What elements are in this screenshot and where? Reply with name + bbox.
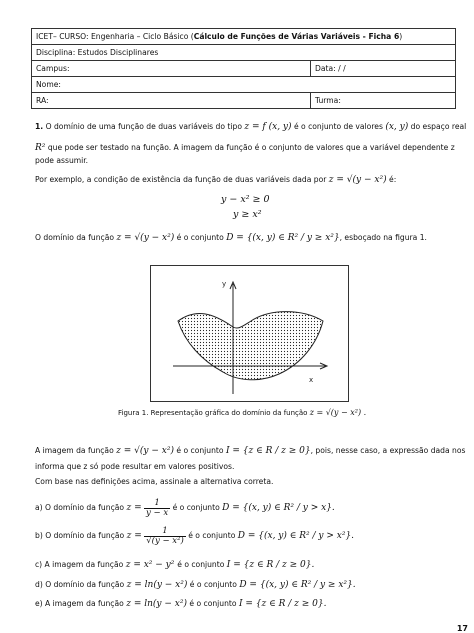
option-b (35, 525, 354, 547)
p5-set: I = {z ∈ R / z ≥ 0} (225, 446, 311, 456)
page-number: 17 (456, 624, 468, 633)
r2-symbol: R² (35, 143, 46, 153)
opt-b-mid: é o conjunto (188, 531, 236, 540)
paragraph-3 (35, 175, 396, 185)
opt-e-text: e) A imagem da função (35, 599, 124, 608)
question-number: 1. (35, 122, 44, 131)
caption-text: Figura 1. Representação gráfica do domínio da função (118, 409, 308, 417)
x-axis-label: x (309, 376, 314, 384)
p1-equation: z = f (x, y) (244, 122, 292, 132)
course-cell (32, 29, 456, 45)
disciplina-cell: Disciplina: Estudos Disciplinares (32, 45, 456, 61)
opt-e-mid: é o conjunto (189, 599, 237, 608)
p1-text-c: do espaço real (410, 122, 467, 131)
campus-field: Campus: (32, 61, 311, 77)
p4-equation: z = √(y − x²) (116, 233, 175, 243)
p4-text-a: O domínio da função (35, 233, 115, 242)
header-form (31, 28, 456, 109)
p4-text-b: é o conjunto (176, 233, 224, 242)
paragraph-2 (35, 143, 455, 153)
course-suffix: ) (399, 32, 403, 41)
option-c (35, 560, 314, 570)
p4-set: D = {(x, y) ∈ R² / y ≥ x²} (226, 233, 340, 243)
paragraph-6: informa que z só pode resultar em valores positivos. (35, 462, 235, 471)
option-d (35, 580, 356, 590)
opt-c-mid: é o conjunto (177, 560, 225, 569)
p3-equation: z = √(y − x²) (328, 175, 387, 185)
domain-sketch (151, 266, 348, 401)
opt-b-fraction (144, 527, 186, 546)
course-prefix: ICET– CURSO: Engenharia – Ciclo Básico ( (36, 32, 194, 41)
option-a (35, 498, 335, 518)
opt-d-set: D = {(x, y) ∈ R² / y ≥ x²}. (239, 580, 356, 590)
opt-a-text: a) O domínio da função (35, 503, 125, 512)
condition-1: y − x² ≥ 0 (221, 194, 270, 205)
opt-e-set: I = {z ∈ R / z ≥ 0}. (238, 599, 327, 609)
opt-b-set: D = {(x, y) ∈ R² / y > x²}. (237, 531, 355, 541)
shaded-domain-region (178, 312, 323, 380)
p1-xy: (x, y) (385, 122, 409, 132)
p2-text-a: que pode ser testado na função. A imagem da função é o conjunto de valores que a variável dependente z (47, 143, 455, 152)
turma-field: Turma: (311, 93, 456, 109)
paragraph-1 (35, 122, 466, 132)
option-e (35, 599, 326, 609)
figure-1 (150, 265, 349, 402)
paragraph-4 (35, 233, 427, 243)
opt-d-equation: z = ln(y − x²) (126, 580, 188, 590)
opt-e-equation: z = ln(y − x²) (126, 599, 187, 609)
caption-equation: z = √(y − x²) . (309, 408, 367, 417)
opt-b-den: √(y − x²) (146, 535, 184, 546)
course-title: Cálculo de Funções de Várias Variáveis - Ficha 6 (193, 32, 400, 41)
p5-text-c: , pois, nesse caso, a expressão dada nos (310, 446, 466, 455)
opt-b-text: b) O domínio da função (35, 531, 125, 540)
data-field: Data: / / (311, 61, 456, 77)
paragraph-7: Com base nas definições acima, assinale a alternativa correta. (35, 477, 274, 486)
y-axis-label: y (222, 280, 227, 288)
opt-d-text: d) O domínio da função (35, 580, 125, 589)
opt-b-z: z = (126, 531, 142, 541)
opt-b-num: 1 (144, 527, 186, 537)
opt-a-z: z = (126, 503, 142, 513)
p3-end: é: (389, 175, 397, 184)
figure-caption (118, 408, 366, 417)
opt-a-set: D = {(x, y) ∈ R² / y > x}. (222, 503, 335, 513)
opt-a-den: y − x (146, 507, 169, 518)
opt-a-mid: é o conjunto (172, 503, 220, 512)
condition-2: y ≥ x² (233, 209, 262, 220)
p5-equation: z = √(y − x²) (116, 446, 174, 456)
opt-c-set: I = {z ∈ R / z ≥ 0}. (226, 560, 315, 570)
p3-text: Por exemplo, a condição de existência da função de duas variáveis dada por (35, 175, 327, 184)
opt-a-fraction (144, 499, 170, 518)
p1-text-b: é o conjunto de valores (293, 122, 383, 131)
ra-field: RA: (32, 93, 311, 109)
opt-c-equation: z = x² − y² (125, 560, 178, 570)
paragraph-5 (35, 446, 465, 456)
p2-text-b: pode assumir. (35, 156, 89, 165)
p1-text-a: O domínio de uma função de duas variáveis do tipo (45, 122, 242, 131)
p5-text-a: A imagem da função (35, 446, 114, 455)
p5-text-b: é o conjunto (176, 446, 224, 455)
p4-text-c: , esboçado na figura 1. (339, 233, 427, 242)
opt-a-num: 1 (144, 499, 170, 509)
nome-field: Nome: (32, 77, 456, 93)
opt-c-text: c) A imagem da função (35, 560, 124, 569)
opt-d-mid: é o conjunto (189, 580, 237, 589)
